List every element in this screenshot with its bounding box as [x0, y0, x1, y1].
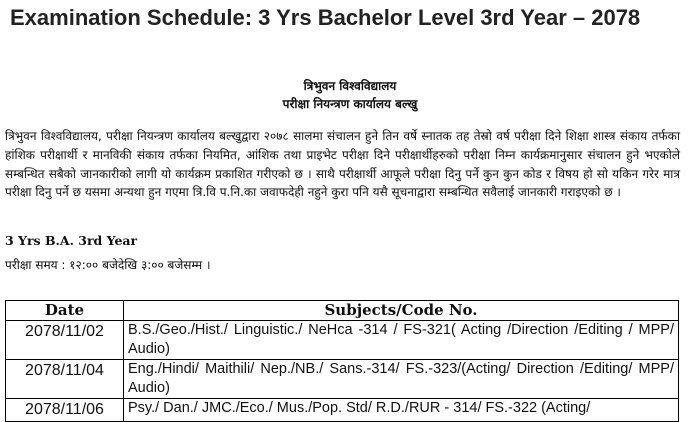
table-row: [6, 360, 679, 399]
notice-paragraph: त्रिभुवन विश्वविद्यालय, परीक्षा नियन्त्रण कार्यालय बल्खुद्वारा २०७८ सालमा संचालन हुने तिन वर्षे स्नातक तह तेस्रो वर्ष परीक्षा दिने शिक्षा शास्त्र संकाय तर्फका हांशिक परीक्षार्थी र मानविकी संकाय तर्फका नियमित, आंशिक तथा प्राइभेट परीक्षा दिने परीक्षार्थीहरुको परीक्षा निम्न कार्यक्रमानुसार संचालन हुने भएकोले सम्बन्धित सबैको जानकारीको लागी यो कार्यक्रम प्रकाशित गरीएको छ । साथै परीक्षार्थी आफूले परीक्षा दिनु पर्ने कुन कुन कोड र विषय हो सो यकिन गरेर मात्र परीक्षा दिनु पर्ने छ यसमा अन्यथा हुन गएमा त्रि.वि प.नि.का जवाफदेही नहुने कुरा पनि यसै सूचनाद्वारा सम्बन्धित सवैलाई जानकारी गराइएको छ ।: [5, 129, 680, 200]
row-subjects: Eng./Hindi/ Maithili/ Nep./NB./ Sans.-314/ FS.-323/(Acting/ Direction /Editing/ MPP/ Audio): [124, 360, 679, 399]
subjects-column-header: Subjects/Code No.: [124, 301, 679, 321]
schedule-table: [5, 300, 679, 422]
row-date: 2078/11/06: [6, 399, 124, 422]
date-column-header: Date: [6, 301, 124, 321]
university-name: त्रिभुवन विश्वविद्यालय: [303, 79, 397, 93]
table-header-row: [6, 301, 679, 321]
row-subjects: Psy./ Dan./ JMC./Eco./ Mus./Pop. Std/ R.D./RUR - 314/ FS.-322 (Acting/: [124, 399, 679, 422]
program-level: 3 Yrs B.A. 3rd Year: [5, 233, 138, 248]
row-subjects: B.S./Geo./Hist./ Linguistic./ NeHca -314 / FS-321( Acting /Direction /Editing / MPP/ Audio): [124, 321, 679, 360]
page-title: Examination Schedule: 3 Yrs Bachelor Level 3rd Year – 2078: [10, 5, 641, 30]
office-name: परीक्षा नियन्त्रण कार्यालय बल्खु: [282, 97, 418, 111]
table-row: [6, 321, 679, 360]
table-row: [6, 399, 679, 422]
row-date: 2078/11/04: [6, 360, 124, 399]
row-date: 2078/11/02: [6, 321, 124, 360]
exam-time: परीक्षा समय : १२:०० बजेदेखि ३:०० बजेसम्म ।: [5, 258, 211, 272]
